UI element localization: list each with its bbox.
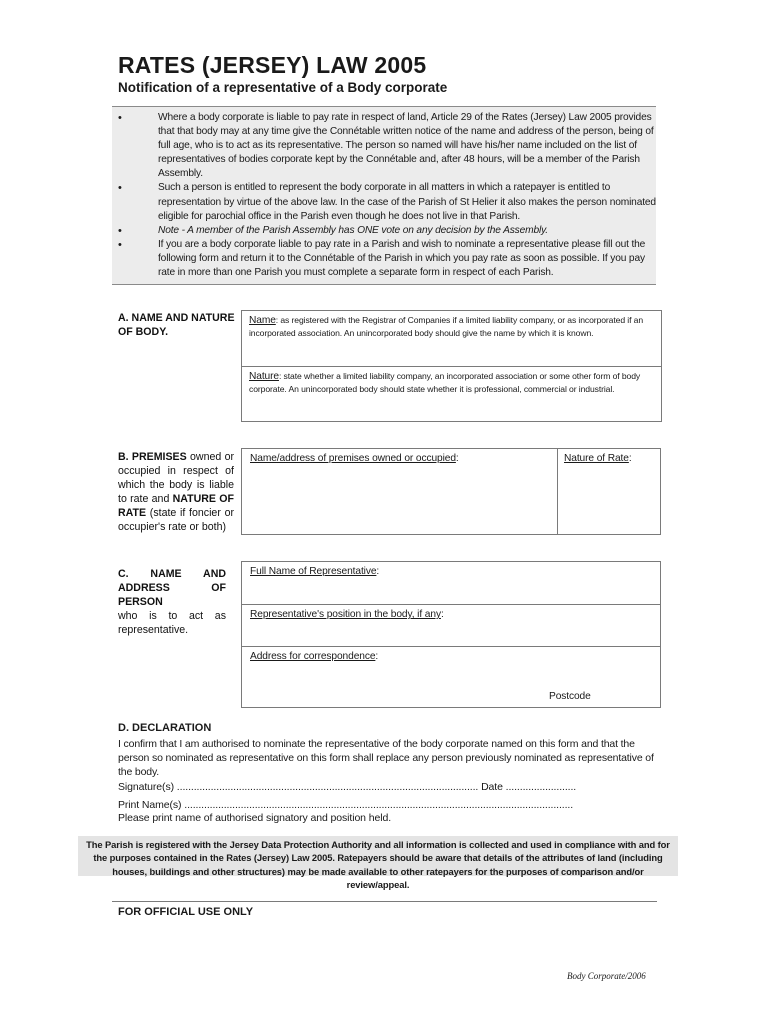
- page-title: RATES (JERSEY) LAW 2005: [118, 52, 427, 78]
- signature-date-line[interactable]: Signature(s) ........................................................................................................... Date .........................: [118, 781, 577, 793]
- intro-bullet-list: [112, 107, 656, 280]
- print-name-note: Please print name of authorised signatory and position held.: [118, 812, 392, 824]
- section-b-box: [241, 448, 661, 535]
- section-a-box: [241, 310, 662, 422]
- official-use-heading: FOR OFFICIAL USE ONLY: [118, 906, 254, 918]
- intro-bullet-item: • Such a person is entitled to represent the body corporate in all matters in which a ratepayer is entitled to representation by virtue of the above law. In the case of the Parish of St Helier it also makes the person nominated eligible for parochial office in the Parish even though he does not live in that Parish.: [118, 182, 656, 222]
- divider: [557, 449, 558, 534]
- page-subtitle: Notification of a representative of a Body corporate: [118, 80, 448, 95]
- declaration-text: I confirm that I am authorised to nominate the representative of the body corporate named on this form and that the person so nominated as representative on this form shall replace any person previously nominated as representative of the body.: [118, 738, 654, 778]
- nature-of-rate-field[interactable]: Nature of Rate:: [564, 453, 632, 464]
- section-c-label: C. NAME AND ADDRESS OF PERSON who is to act as representative.: [118, 568, 226, 636]
- divider: [242, 646, 660, 647]
- intro-bullet-item: • If you are a body corporate liable to pay rate in a Parish and wish to nominate a representative please fill out the following form and return it to the Connétable of the Parish in which you pay rate as soon as possible. If you pay rate in more than one Parish you must complete a separate form in respect of each Parish.: [118, 238, 646, 279]
- print-name-line[interactable]: Print Name(s) ..........................................................................................................................................: [118, 799, 574, 811]
- bullet-icon: •: [118, 182, 122, 195]
- intro-note-item: • Note - A member of the Parish Assembly has ONE vote on any decision by the Assembly.: [118, 224, 548, 237]
- divider: [242, 604, 660, 605]
- intro-panel: [112, 106, 656, 285]
- bullet-icon: •: [118, 224, 122, 237]
- declaration-title: D. DECLARATION: [118, 722, 212, 734]
- correspondence-address-field[interactable]: Address for correspondence:: [250, 651, 379, 662]
- premises-address-field[interactable]: Name/address of premises owned or occupied:: [250, 453, 459, 464]
- form-reference: Body Corporate/2006: [567, 971, 646, 981]
- representative-position-field[interactable]: Representative's position in the body, if any:: [250, 609, 444, 620]
- name-of-body-field[interactable]: Name: as registered with the Registrar of Companies if a limited liability company, or as incorporated if an incorporated association. An unincorporated body should give the name by which it is known.: [249, 315, 644, 338]
- data-protection-notice: The Parish is registered with the Jersey Data Protection Authority and all information is collected and used in compliance with and for the purposes contained in the Rates (Jersey) Law 2005. Ratepayers should be aware that details of the attributes of land (including houses, buildings and other structures) may be made available to other ratepayers for the purposes of comparison and/or review/appeal.: [78, 836, 678, 876]
- nature-of-body-field[interactable]: Nature: state whether a limited liability company, an incorporated association or some other form of body corporate. An unincorporated body should state whether it is professional, commercial or industrial.: [249, 371, 641, 394]
- section-a-label: A. NAME AND NATURE OF BODY.: [118, 312, 235, 338]
- bullet-icon: •: [118, 112, 122, 124]
- section-c-box: [241, 561, 661, 708]
- representative-full-name-field[interactable]: Full Name of Representative:: [250, 566, 380, 577]
- divider: [112, 901, 657, 902]
- bullet-icon: •: [118, 238, 122, 251]
- divider: [242, 366, 661, 367]
- intro-bullet-item: • Where a body corporate is liable to pay rate in respect of land, Article 29 of the Rates (Jersey) Law 2005 provides that that body may at any time give the Connétable written notice of the name and address of the person, being of full age, who is to act as its representative. The person so named will have his/her name included on the list of representatives of bodies corporate kept by the Connétable and, after 48 hours, will be a member of the Parish Assembly.: [118, 112, 654, 180]
- postcode-label: Postcode: [549, 691, 591, 702]
- section-b-label: B. PREMISES owned or occupied in respect of which the body is liable to rate and NATURE OF RATE (state if foncier or occupier's rate or both): [118, 451, 234, 533]
